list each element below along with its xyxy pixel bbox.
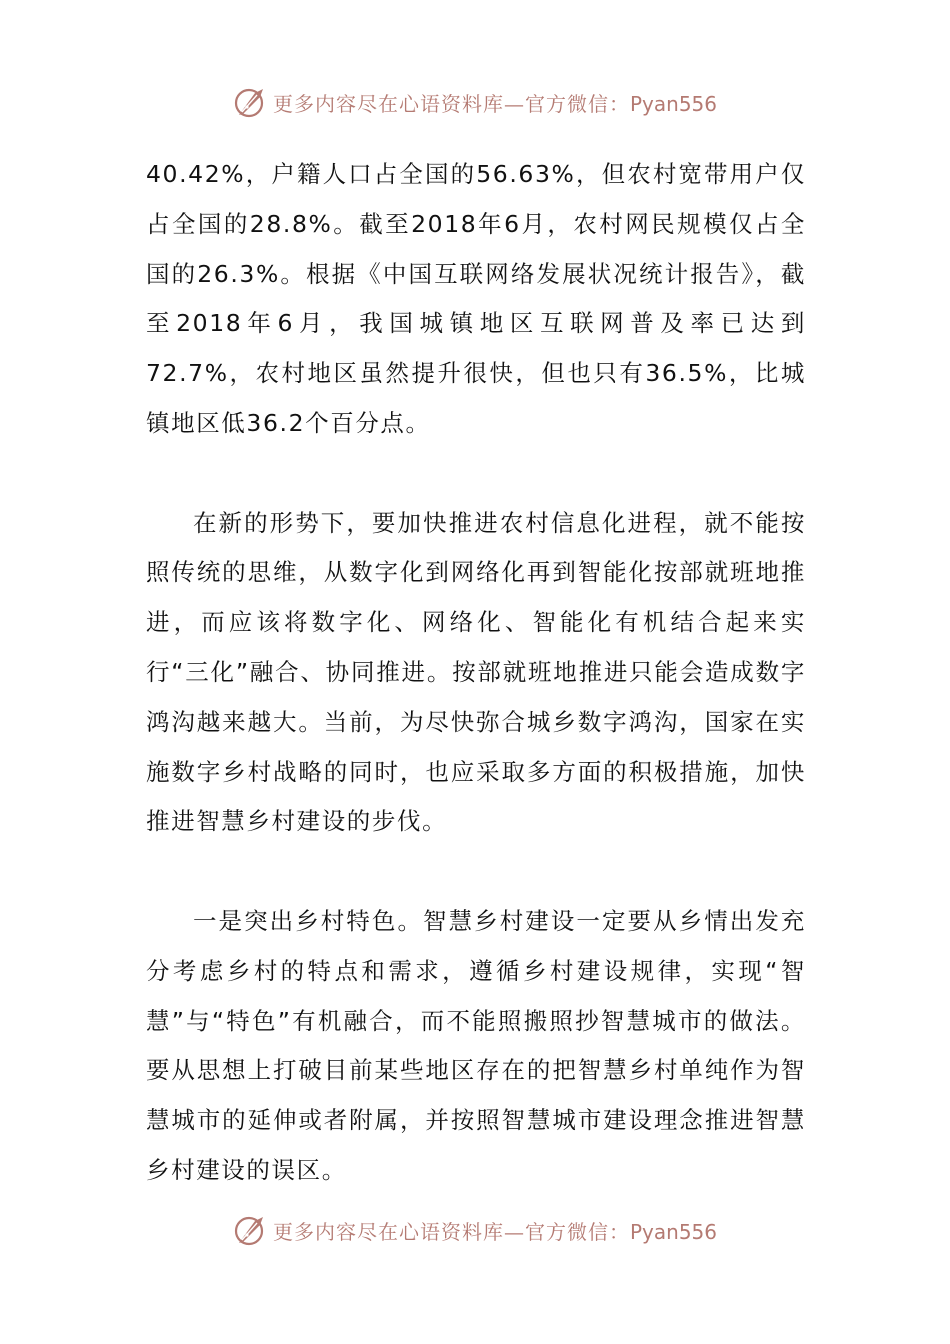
document-body bbox=[146, 150, 806, 1196]
header-banner-content bbox=[233, 85, 717, 119]
banner-label: 更多内容尽在心语资料库—官方微信： bbox=[272, 91, 630, 116]
paragraph-3: 一是突出乡村特色。智慧乡村建设一定要从乡情出发充分考虑乡村的特点和需求，遵循乡村建设规律，实现“智慧”与“特色”有机融合，而不能照搬照抄智慧城市的做法。要从思想上打破目前某些地区存在的把智慧乡村单纯作为智慧城市的延伸或者附属，并按照智慧城市建设理念推进智慧乡村建设的误区。 bbox=[146, 906, 806, 1184]
quill-pen-logo-icon bbox=[233, 85, 267, 119]
paragraph-2: 在新的形势下，要加快推进农村信息化进程，就不能按照传统的思维，从数字化到网络化再到智能化按部就班地推进，而应该将数字化、网络化、智能化有机结合起来实行“三化”融合、协同推进。按部就班地推进只能会造成数字鸿沟越来越大。当前，为尽快弥合城乡数字鸿沟，国家在实施数字乡村战略的同时，也应采取多方面的积极措施，加快推进智慧乡村建设的步伐。 bbox=[146, 508, 806, 836]
paragraph-gap bbox=[146, 847, 806, 897]
footer-banner bbox=[0, 1210, 950, 1250]
paragraph-1: 40.42%，户籍人口占全国的56.63%，但农村宽带用户仅占全国的28.8%。截至2018年6月，农村网民规模仅占全国的26.3%。根据《中国互联网络发展状况统计报告》，截至2018年6月，我国城镇地区互联网普及率已达到72.7%，农村地区虽然提升很快，但也只有36.5%，比城镇地区低36.2个百分点。 bbox=[146, 160, 806, 437]
footer-banner-content bbox=[233, 1213, 717, 1247]
banner-label: 更多内容尽在心语资料库—官方微信： bbox=[272, 1219, 630, 1244]
wechat-id: Pyan556 bbox=[629, 91, 717, 116]
paragraph-gap bbox=[146, 449, 806, 499]
wechat-id: Pyan556 bbox=[629, 1219, 717, 1244]
quill-pen-logo-icon bbox=[233, 1213, 267, 1247]
banner-text bbox=[273, 1216, 717, 1245]
header-banner bbox=[0, 82, 950, 122]
banner-text bbox=[273, 88, 717, 117]
